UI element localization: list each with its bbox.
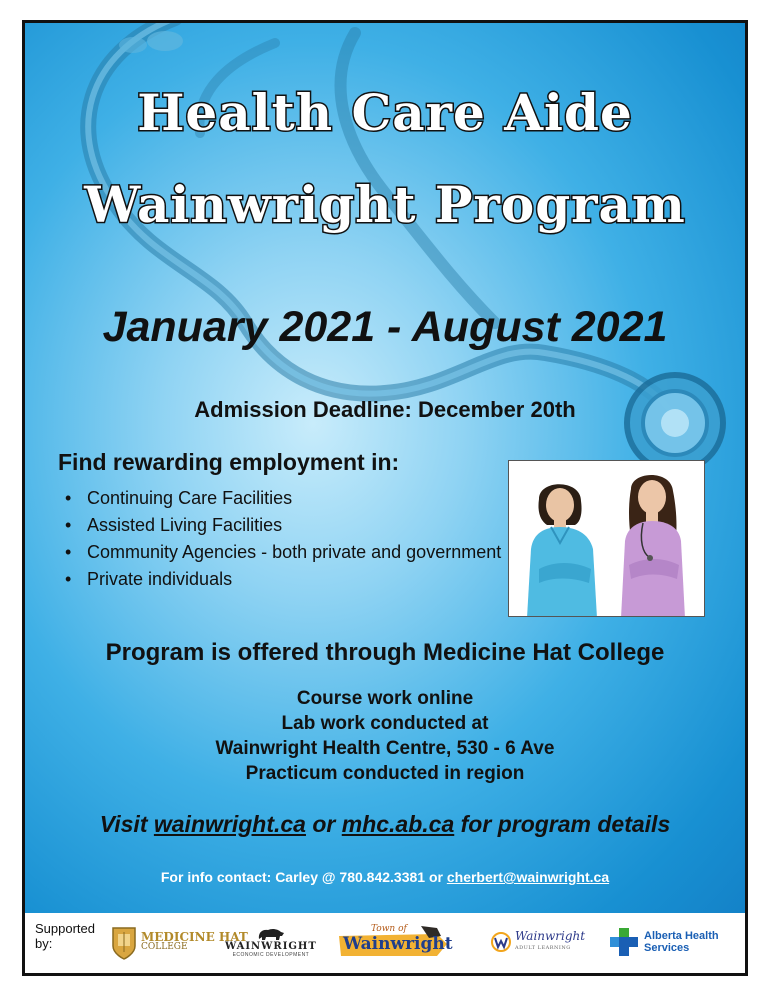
town-of-wainwright-logo	[337, 921, 451, 963]
list-item	[65, 512, 505, 539]
course-line: Wainwright Health Centre, 530 - 6 Ave	[215, 738, 555, 759]
ahs-cross-icon	[609, 927, 639, 957]
list-item-text: Assisted Living Facilities	[87, 515, 283, 535]
mhc-link[interactable]: mhc.ab.ca	[341, 811, 455, 837]
course-line: Practicum conducted in region	[245, 763, 525, 784]
wainwright-link[interactable]: wainwright.ca	[153, 811, 306, 837]
wainwright-economic-development-logo	[225, 921, 317, 963]
wain-sub: ECONOMIC DEVELOPMENT	[232, 951, 310, 958]
nurses-photo	[508, 460, 705, 617]
visit-prefix: Visit	[99, 811, 154, 837]
nurses-illustration	[509, 461, 705, 617]
offered-through: Program is offered through Medicine Hat College	[105, 639, 665, 666]
adult-sub: ADULT LEARNING	[515, 945, 571, 951]
mhc-line-2: COLLEGE	[141, 942, 188, 952]
contact-line	[25, 869, 745, 885]
bison-icon	[256, 927, 286, 941]
list-item	[65, 539, 505, 566]
bullet-icon: •	[65, 542, 72, 562]
email-link[interactable]: cherbert@wainwright.ca	[446, 869, 610, 885]
visit-line	[25, 811, 745, 838]
list-item	[65, 485, 505, 512]
supported-by-label: Supported by:	[35, 921, 95, 951]
alberta-health-services-logo	[609, 921, 719, 963]
college-crest-icon	[111, 924, 137, 960]
wainwright-w-icon	[491, 930, 511, 954]
employment-heading: Find rewarding employment in:	[58, 449, 400, 475]
visit-suffix: for program details	[454, 811, 671, 837]
title-line-1: Health Care Aide	[137, 83, 633, 142]
bullet-icon: •	[65, 569, 72, 589]
wain-name: WAINWRIGHT	[225, 940, 317, 952]
list-item-text: Community Agencies - both private and government	[87, 542, 502, 562]
program-dates: January 2021 - August 2021	[102, 303, 668, 351]
poster-background	[25, 23, 745, 913]
list-item-text: Continuing Care Facilities	[87, 488, 293, 508]
course-line: Lab work conducted at	[281, 713, 489, 734]
course-details	[25, 686, 745, 786]
bullet-icon: •	[65, 488, 72, 508]
poster-frame	[22, 20, 748, 976]
sponsor-footer	[25, 913, 745, 973]
ahs-line-2: Services	[644, 942, 690, 954]
admission-deadline: Admission Deadline: December 20th	[194, 397, 576, 422]
list-item-text: Private individuals	[87, 569, 233, 589]
list-item	[65, 566, 505, 593]
town-big: Wainwright	[343, 934, 453, 954]
course-line: Course work online	[296, 688, 474, 709]
title-line-2: Wainwright Program	[84, 175, 686, 234]
employment-list	[65, 485, 505, 593]
ahs-line-1: Alberta Health	[644, 930, 719, 942]
bullet-icon: •	[65, 515, 72, 535]
adult-name: Wainwright	[515, 929, 586, 943]
visit-middle: or	[305, 811, 342, 837]
town-small: Town of	[371, 924, 407, 934]
contact-prefix: For info contact: Carley @ 780.842.3381 or	[160, 869, 447, 885]
mhc-line-1: MEDICINE HAT	[141, 930, 248, 944]
wainwright-adult-learning-logo	[491, 921, 585, 963]
